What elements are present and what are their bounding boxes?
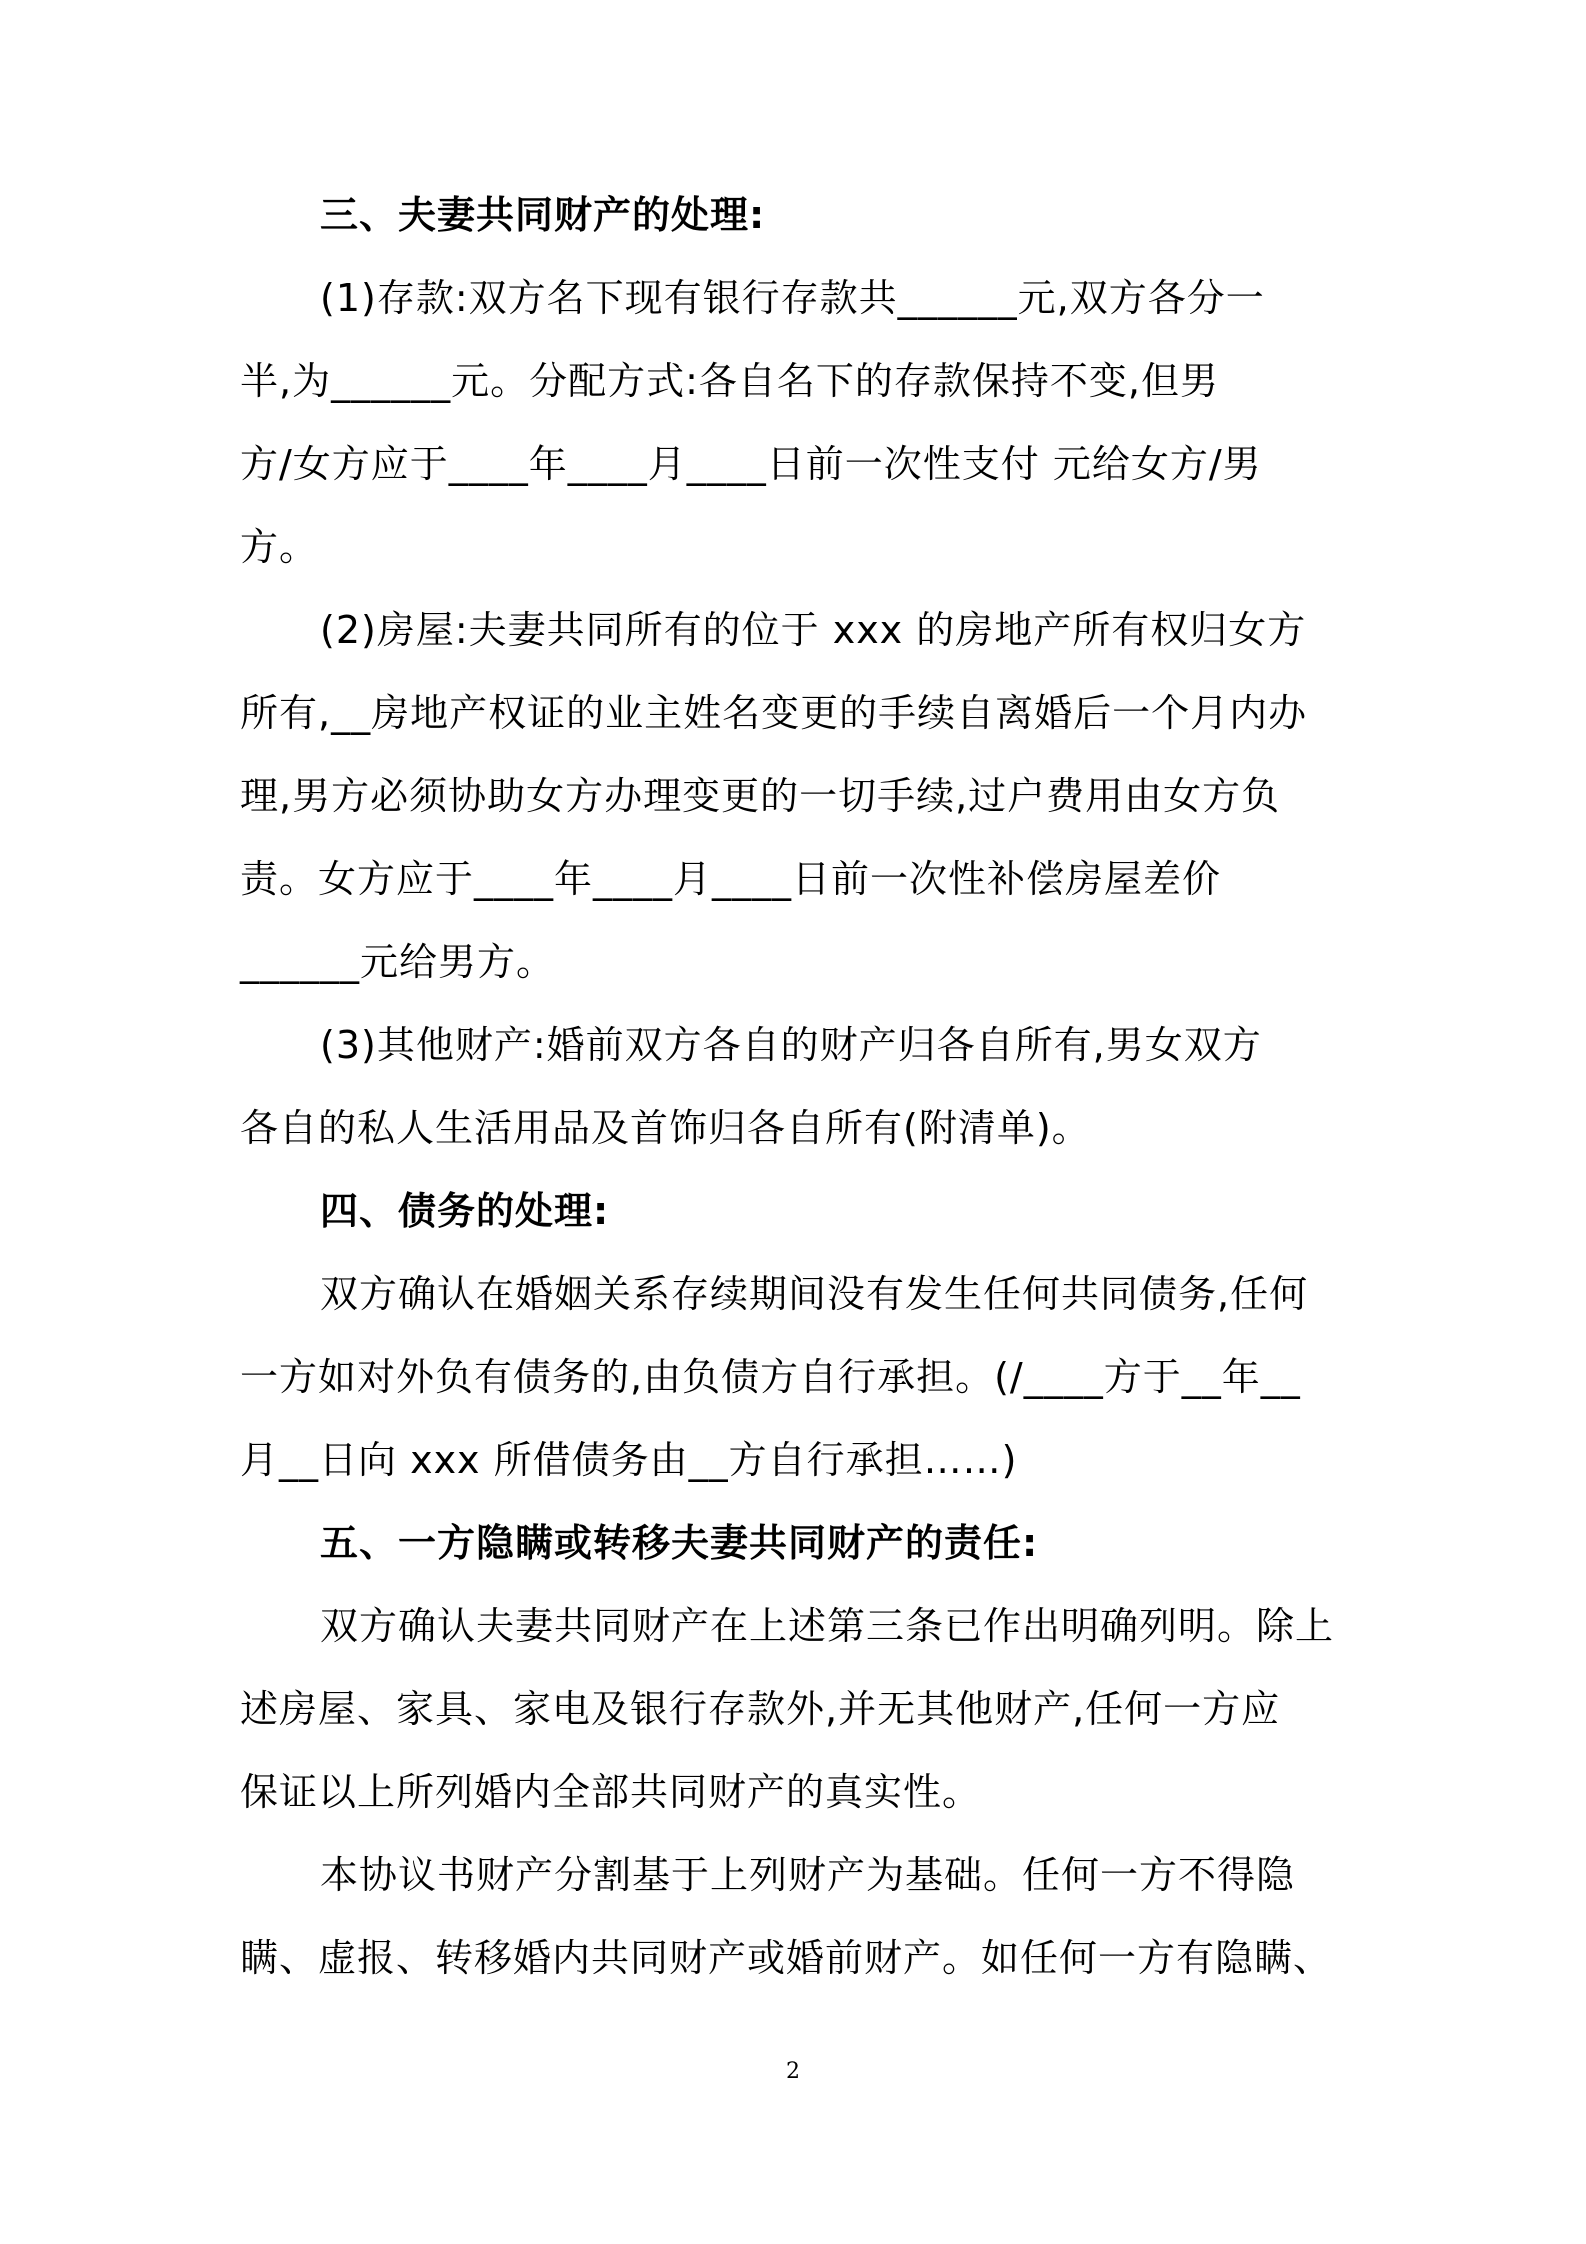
section-heading-3: 三、夫妻共同财产的处理: [320, 193, 766, 237]
paragraph-line: 本协议书财产分割基于上列财产为基础。任何一方不得隐 [320, 1853, 1296, 1897]
paragraph-line: ______元给男方。 [240, 940, 556, 984]
section-heading-4: 四、债务的处理: [320, 1189, 610, 1233]
paragraph-line: 责。女方应于____年____月____日前一次性补偿房屋差价 [240, 857, 1222, 901]
paragraph-line: 一方如对外负有债务的,由负债方自行承担。(/____方于__年__ [240, 1355, 1301, 1399]
paragraph-line: 所有,__房地产权证的业主姓名变更的手续自离婚后一个月内办 [240, 691, 1308, 735]
paragraph-line: 各自的私人生活用品及首饰归各自所有(附清单)。 [240, 1106, 1091, 1150]
paragraph-line: 双方确认在婚姻关系存续期间没有发生任何共同债务,任何 [320, 1272, 1309, 1316]
paragraph-line: (3)其他财产:婚前双方各自的财产归各自所有,男女双方 [320, 1023, 1262, 1067]
paragraph-line: 月__日向 xxx 所借债务由__方自行承担……) [240, 1438, 1018, 1482]
paragraph-line: 保证以上所列婚内全部共同财产的真实性。 [240, 1770, 982, 1814]
section-heading-5: 五、一方隐瞒或转移夫妻共同财产的责任: [320, 1521, 1039, 1565]
paragraph-line: 述房屋、家具、家电及银行存款外,并无其他财产,任何一方应 [240, 1687, 1281, 1731]
paragraph-line: 方。 [240, 525, 319, 569]
paragraph-line: 半,为______元。分配方式:各自名下的存款保持不变,但男 [240, 359, 1219, 403]
paragraph-line: 双方确认夫妻共同财产在上述第三条已作出明确列明。除上 [320, 1604, 1335, 1648]
paragraph-line: (2)房屋:夫妻共同所有的位于 xxx 的房地产所有权归女方 [320, 608, 1307, 652]
page-number: 2 [786, 2059, 800, 2084]
paragraph-line: (1)存款:双方名下现有银行存款共______元,双方各分一 [320, 276, 1265, 320]
paragraph-line: 瞒、虚报、转移婚内共同财产或婚前财产。如任何一方有隐瞒、 [240, 1936, 1333, 1980]
paragraph-line: 理,男方必须协助女方办理变更的一切手续,过户费用由女方负 [240, 774, 1281, 818]
paragraph-line: 方/女方应于____年____月____日前一次性支付 元给女方/男 [240, 442, 1262, 486]
